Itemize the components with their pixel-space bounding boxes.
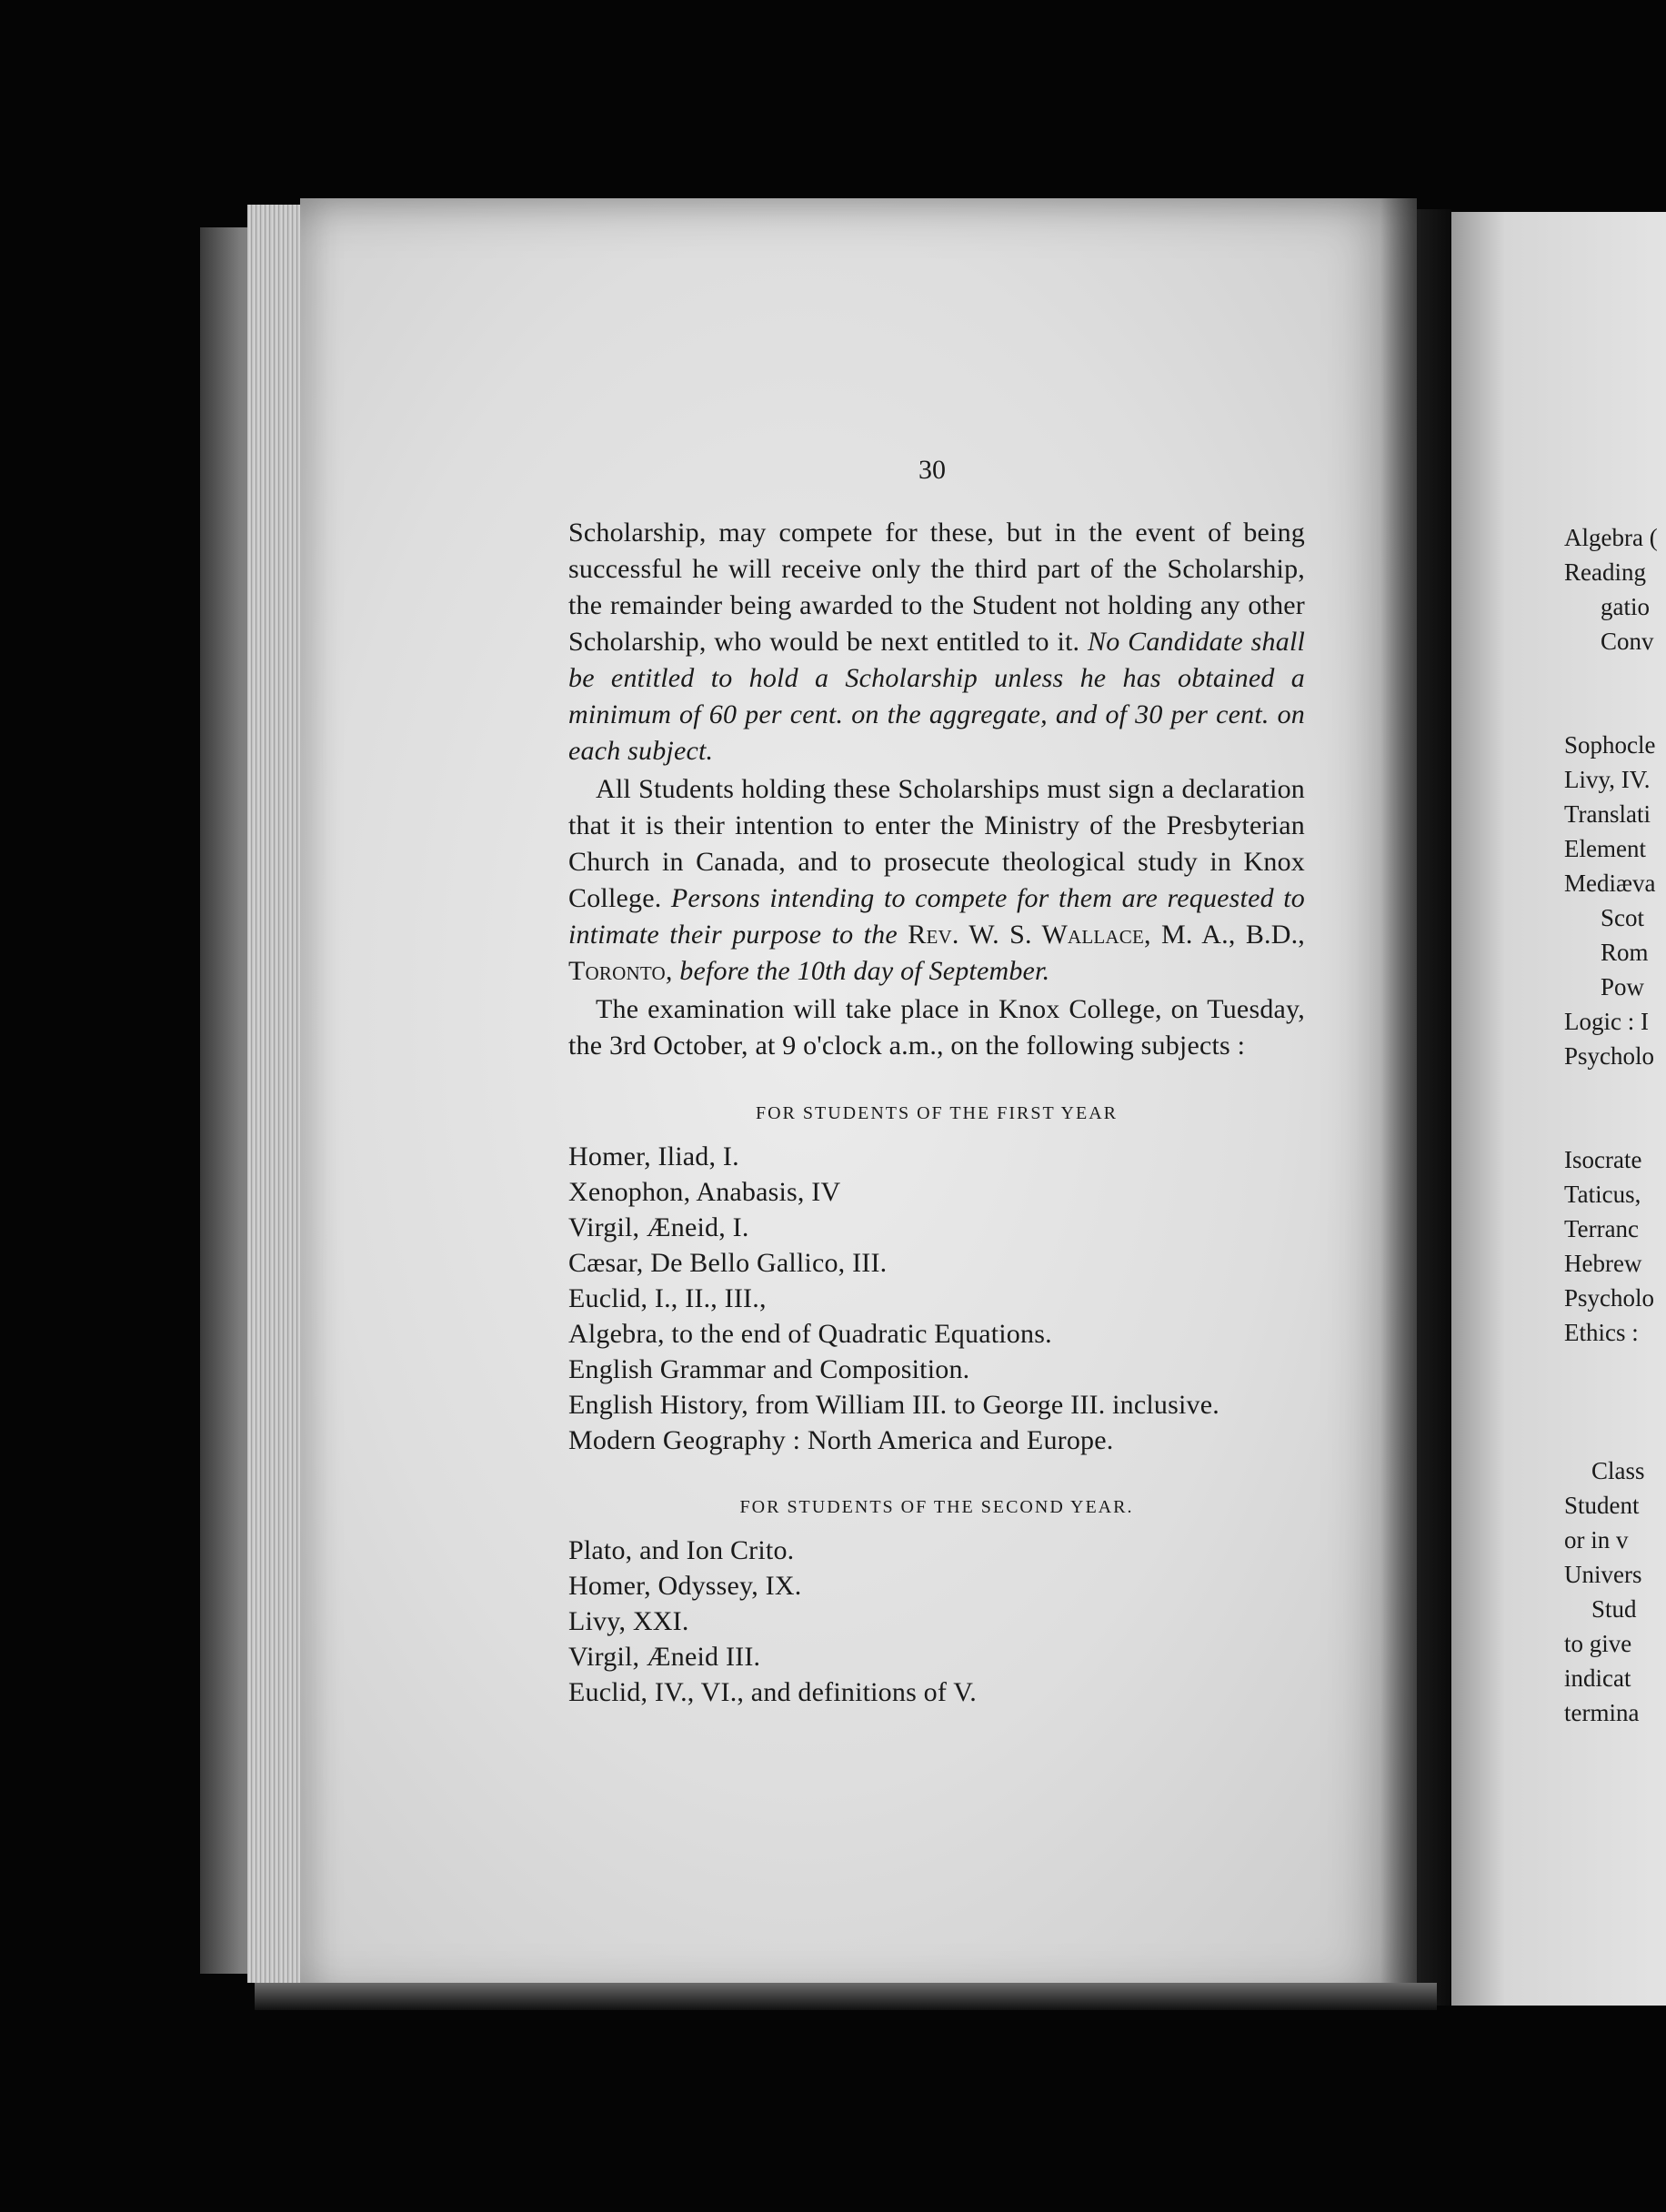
facing-line <box>1564 1350 1658 1384</box>
list-item: Xenophon, Anabasis, IV <box>568 1177 841 1207</box>
page-body <box>568 515 1305 1710</box>
list-item: Euclid, IV., VI., and definitions of V. <box>568 1677 977 1707</box>
paragraph-scholarship-text: Scholarship, may compete for these, but in the event of being successful he will receive only the third part of the Scholarship, the remainder being awarded to the Student not holding any other Scholarship, who would be next entitled to it. <box>568 518 1305 657</box>
facing-line <box>1564 693 1658 728</box>
contact-degrees: , M. A., B.D., <box>1144 920 1306 950</box>
facing-line <box>1564 1073 1658 1108</box>
facing-line <box>1564 659 1658 693</box>
facing-line: or in v <box>1564 1526 1629 1553</box>
facing-line: Univers <box>1564 1561 1642 1588</box>
list-item: Modern Geography : North America and Europe. <box>568 1425 1114 1455</box>
facing-line: Pow <box>1601 973 1645 1000</box>
facing-line: indicat <box>1564 1664 1631 1692</box>
facing-line: Psycholo <box>1564 1284 1655 1312</box>
list-item: Plato, and Ion Crito. <box>568 1535 795 1565</box>
facing-line: Student <box>1564 1492 1640 1519</box>
second-year-heading: FOR STUDENTS OF THE SECOND YEAR. <box>739 1497 1134 1517</box>
contact-name: Rev. W. S. Wallace <box>908 920 1144 950</box>
facing-line: Livy, IV. <box>1564 766 1651 793</box>
facing-line: Mediæva <box>1564 870 1656 897</box>
page-number: 30 <box>918 455 946 485</box>
facing-line: Rom <box>1601 939 1649 966</box>
list-item: Virgil, Æneid, I. <box>568 1212 749 1242</box>
facing-line: Element <box>1564 835 1646 862</box>
list-item: Euclid, I., II., III., <box>568 1283 767 1313</box>
facing-line: to give <box>1564 1630 1632 1657</box>
first-year-subject-list <box>568 1139 1305 1458</box>
list-item: English Grammar and Composition. <box>568 1354 970 1384</box>
facing-line: Ethics : <box>1564 1319 1639 1346</box>
facing-line: Translati <box>1564 800 1651 828</box>
facing-line: Stud <box>1591 1595 1637 1623</box>
facing-line: gatio <box>1601 593 1650 620</box>
facing-line <box>1564 1384 1658 1419</box>
paragraph-examination: The examination will take place in Knox College, on Tuesday, the 3rd October, at 9 o'clock a.m., on the following subjects : <box>568 994 1305 1061</box>
facing-line: Taticus, <box>1564 1181 1641 1208</box>
page-stack-edge <box>247 205 302 1983</box>
list-item: Homer, Odyssey, IX. <box>568 1571 802 1601</box>
facing-line: Class <box>1591 1457 1645 1484</box>
facing-line <box>1564 1419 1658 1453</box>
facing-line: Hebrew <box>1564 1250 1642 1277</box>
paragraph-declaration <box>568 771 1305 990</box>
page-bottom-shadow <box>255 1983 1437 2010</box>
facing-line <box>1564 1108 1658 1142</box>
list-item: Livy, XXI. <box>568 1606 689 1636</box>
second-year-subject-list <box>568 1533 1305 1710</box>
facing-line: Terranc <box>1564 1215 1640 1242</box>
facing-line: Psycholo <box>1564 1042 1655 1070</box>
facing-line: Algebra ( <box>1564 524 1658 551</box>
paragraph-scholarship <box>568 515 1305 769</box>
list-item: English History, from William III. to George III. inclusive. <box>568 1390 1219 1420</box>
first-year-heading: FOR STUDENTS OF THE FIRST YEAR <box>755 1103 1119 1123</box>
paragraph-declaration-text: All Students holding these Scholarships must sign a declaration that it is their intention to enter the Ministry of the Presbyterian Church in Canada, and to prosecute theological study in Knox College. <box>568 774 1305 913</box>
paragraph-declaration-deadline: , before the 10th day of September. <box>665 956 1050 986</box>
facing-line: Logic : I <box>1564 1008 1649 1035</box>
facing-line: Conv <box>1601 628 1654 655</box>
paragraph-scholarship-condition: No Candidate shall be entitled to hold a Scholarship unless he has obtained a minimum of 60 per cent. on the aggregate, and of 30 per cent. on each subject. <box>568 627 1306 766</box>
facing-line: Reading <box>1564 558 1646 586</box>
list-item: Homer, Iliad, I. <box>568 1141 739 1171</box>
contact-city: Toronto <box>568 956 666 986</box>
list-item: Cæsar, De Bello Gallico, III. <box>568 1248 888 1278</box>
facing-page-text <box>1564 520 1658 1730</box>
facing-line: termina <box>1564 1699 1640 1726</box>
paragraph-declaration-instruction: Persons intending to compete for them are requested to intimate their purpose to the <box>568 883 1305 950</box>
facing-line: Isocrate <box>1564 1146 1642 1173</box>
facing-line: Scot <box>1601 904 1645 931</box>
list-item: Virgil, Æneid III. <box>568 1642 761 1672</box>
facing-line: Sophocle <box>1564 731 1656 759</box>
list-item: Algebra, to the end of Quadratic Equations. <box>568 1319 1052 1349</box>
book-gutter <box>1417 209 1451 2006</box>
